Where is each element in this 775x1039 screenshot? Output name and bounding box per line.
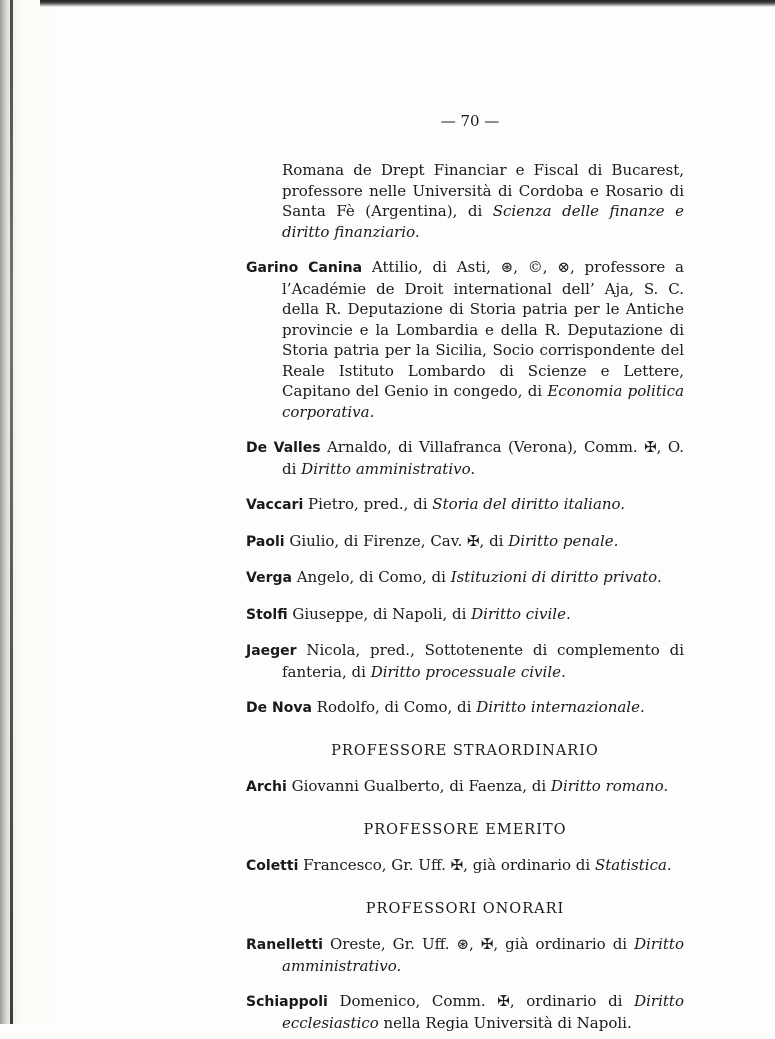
section-heading-emerito: PROFESSORE EMERITO <box>363 821 567 838</box>
list-item: Garino Canina Attilio, di Asti, ⊛, ©, ⊗, professore a l’Académie de Droit international dell’ Aja, S. C. della R. Deputazione di Storia patria per le Antiche provincie e la Lombardia e della R. Deputazione di Storia patria per la Sicilia, Socio corrispondente del Reale Istituto Lombardo di Scienze e Lettere, Capitano del Genio in congedo, di Economia politica corporativa. <box>246 258 685 421</box>
list-item: Vaccari Pietro, pred., di Storia del diritto italiano. <box>246 495 626 513</box>
list-item: Paoli Giulio, di Firenze, Cav. ✠, di Diritto penale. <box>246 531 619 550</box>
list-item: De Valles Arnaldo, di Villafranca (Verona), Comm. ✠, O. di Diritto amministrativo. <box>246 438 685 478</box>
professor-name: Archi <box>246 779 287 795</box>
professor-name: Garino Canina <box>246 260 363 276</box>
professor-name: Jaeger <box>246 643 297 659</box>
list-item: De Nova Rodolfo, di Como, di Diritto internazionale. <box>246 698 645 716</box>
list-item: Coletti Francesco, Gr. Uff. ✠, già ordinario di Statistica. <box>246 856 672 874</box>
professor-name: Schiappoli <box>246 994 328 1010</box>
professor-name: Stolfi <box>246 606 288 623</box>
book-binding-shadow <box>0 0 60 1024</box>
page-number: — 70 — <box>440 112 500 130</box>
binding-edge-line <box>10 0 13 1024</box>
list-item: Verga Angelo, di Como, di Istituzioni di diritto privato. <box>246 568 662 586</box>
faculty-list <box>246 145 684 1039</box>
professor-name: Ranelletti <box>246 937 323 953</box>
professor-name: Coletti <box>246 858 299 874</box>
section-heading-straordinario: PROFESSORE STRAORDINARIO <box>331 742 599 759</box>
page-top-edge <box>40 0 775 7</box>
list-item: Ranelletti Oreste, Gr. Uff. ⊛, ✠, già ordinario di Diritto amministrativo. <box>246 935 684 975</box>
section-heading-onorari: PROFESSORI ONORARI <box>365 900 565 917</box>
list-item: Romana de Drept Financiar e Fiscal di Bucarest, professore nelle Università di Cordoba e Rosario di Santa Fè (Argentina), di Scienza delle finanze e diritto finanziario. <box>282 161 684 241</box>
list-item: Schiappoli Domenico, Comm. ✠, ordinario di Diritto ecclesiastico nella Regia Università di Napoli. <box>246 992 684 1032</box>
list-item: Archi Giovanni Gualberto, di Faenza, di Diritto romano. <box>246 777 669 795</box>
professor-name: De Nova <box>246 700 312 716</box>
professor-name: Paoli <box>246 533 285 550</box>
professor-name: Vaccari <box>246 497 304 513</box>
professor-name: De Valles <box>246 440 321 456</box>
list-item: Jaeger Nicola, pred., Sottotenente di complemento di fanteria, di Diritto processuale civile. <box>246 641 684 681</box>
list-item: Stolfi Giuseppe, di Napoli, di Diritto civile. <box>246 604 571 623</box>
professor-name: Verga <box>246 570 292 586</box>
